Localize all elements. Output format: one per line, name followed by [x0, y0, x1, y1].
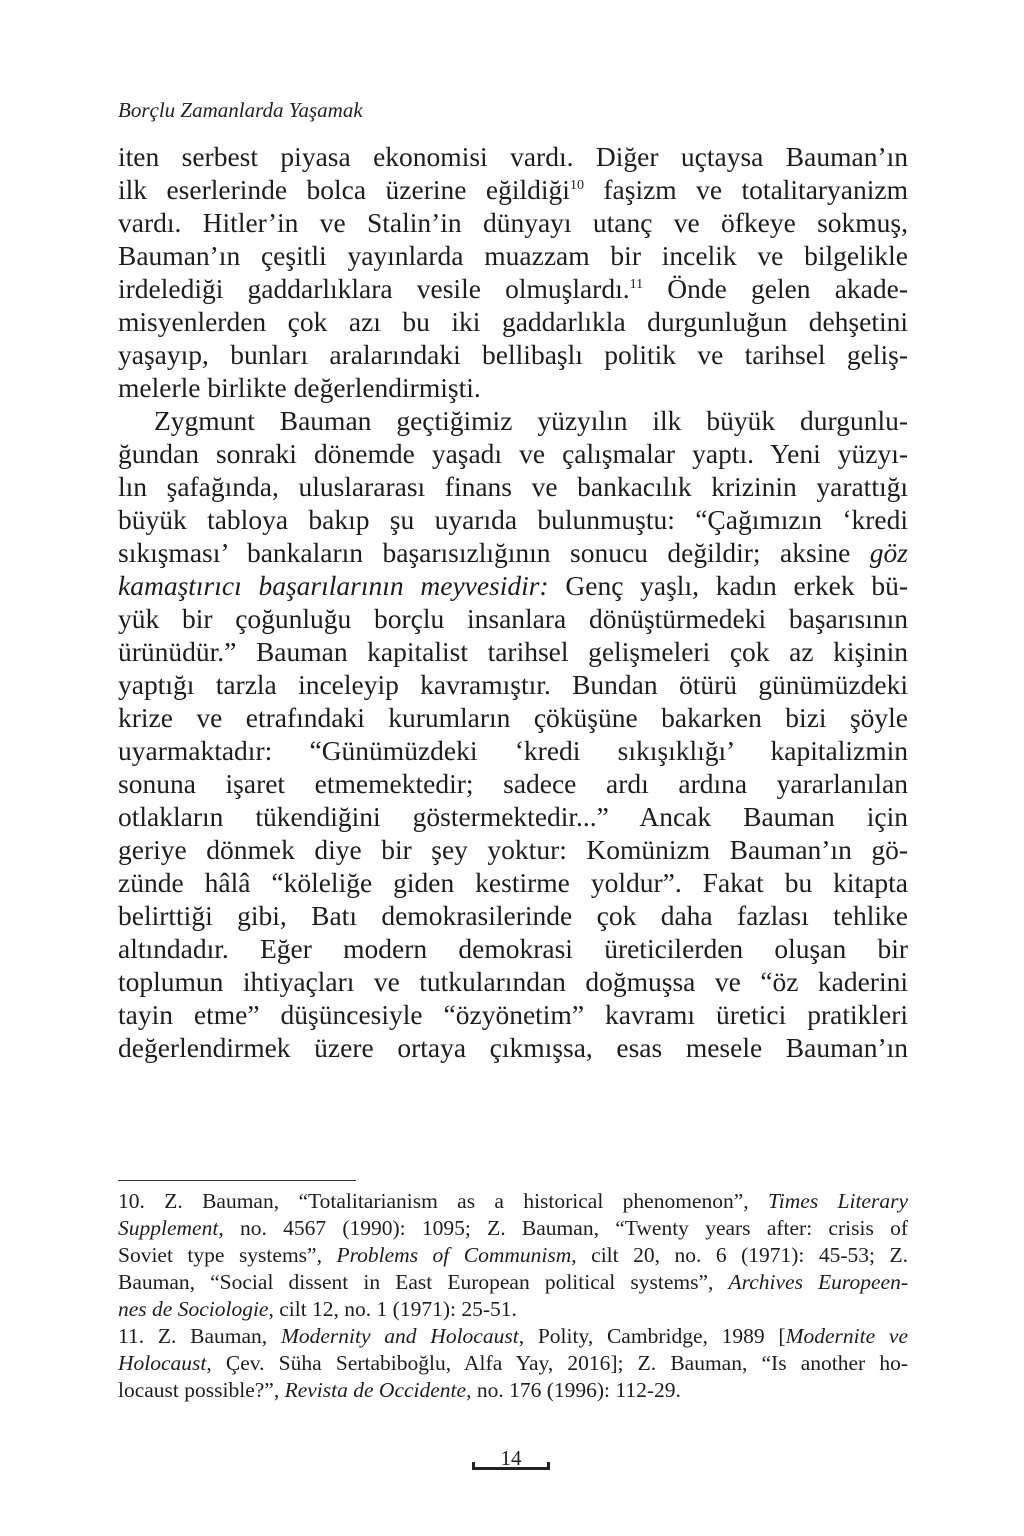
text-line: krize ve etrafındaki kurumların çöküşüne bakarken bizi şöyle — [118, 702, 908, 733]
text-line: melerle birlikte değerlendirmişti. — [118, 372, 481, 403]
footnote-11 — [118, 1323, 908, 1404]
text-line: misyenlerden çok azı bu iki gaddarlıkla durgunluğun dehşetini — [118, 306, 908, 337]
page-number-area — [472, 1446, 550, 1476]
text-line: ğundan sonraki dönemde yaşadı ve çalışmalar yaptı. Yeni yüzyı- — [118, 438, 908, 469]
text-line: iten serbest piyasa ekonomisi vardı. Diğer uçtaysa Bauman’ın — [118, 141, 908, 172]
text-line: sıkışması’ bankaların başarısızlığının sonucu değildir; aksine göz — [118, 537, 908, 568]
text-line: Bauman’ın çeşitli yayınlarda muazzam bir incelik ve bilgelikle — [118, 240, 908, 271]
text-line: ilk eserlerinde bolca üzerine eğildiği$^{10}$ faşizm ve totalitaryanizm — [118, 174, 908, 205]
text-line: yaptığı tarzla inceleyip kavramıştır. Bundan ötürü günümüzdeki — [118, 669, 908, 700]
paragraph-1 — [118, 140, 908, 404]
footnote-line: Supplement, no. 4567 (1990): 1095; Z. Bauman, “Twenty years after: crisis of — [118, 1216, 908, 1240]
footnote-line: Soviet type systems”, Problems of Communism, cilt 20, no. 6 (1971): 45-53; Z. — [118, 1243, 908, 1267]
text-line: Zygmunt Bauman geçtiğimiz yüzyılın ilk büyük durgunlu- — [154, 405, 908, 436]
text-line: belirttiği gibi, Batı demokrasilerinde çok daha fazlası tehlike — [118, 900, 908, 931]
text-line: altındadır. Eğer modern demokrasi üreticilerden oluşan bir — [118, 933, 908, 964]
page-number: 14 — [500, 1446, 522, 1470]
text-line: yaşayıp, bunları aralarındaki bellibaşlı politik ve tarihsel geliş- — [118, 339, 908, 370]
footnote-10 — [118, 1188, 908, 1323]
text-line: sonuna işaret etmemektedir; sadece ardı ardına yararlanılan — [118, 768, 908, 799]
text-line: tayin etme” düşüncesiyle “özyönetim” kavramı üretici pratikleri — [118, 999, 908, 1030]
footnote-ref-10[interactable]: 10 — [569, 177, 584, 193]
footnote-line: locaust possible?”, Revista de Occidente, no. 176 (1996): 112-29. — [118, 1378, 681, 1402]
footnote-line: Bauman, “Social dissent in East European political systems”, Archives Europeen- — [118, 1270, 908, 1294]
footnotes — [118, 1188, 908, 1404]
text-line: irdelediği gaddarlıklara vesile olmuşlardı.$^{11}$ Önde gelen akade- — [118, 273, 908, 304]
text-line: lın şafağında, uluslararası finans ve bankacılık krizinin yarattığı — [118, 471, 908, 502]
text-line: kamaştırıcı başarılarının meyvesidir: Genç yaşlı, kadın erkek bü- — [118, 570, 908, 601]
text-line: ürünüdür.” Bauman kapitalist tarihsel gelişmeleri çok az kişinin — [118, 636, 908, 667]
footnote-line: 10. Z. Bauman, “Totalitarianism as a historical phenomenon”, Times Literary — [118, 1189, 908, 1213]
footnote-line: 11. Z. Bauman, Modernity and Holocaust, Polity, Cambridge, 1989 [Modernite ve — [118, 1324, 908, 1348]
text-line: büyük tabloya bakıp şu uyarıda bulunmuştu: “Çağımızın ‘kredi — [118, 504, 908, 535]
page-number-bracket — [472, 1467, 550, 1470]
text-line: toplumun ihtiyaçları ve tutkularından doğmuşsa ve “öz kaderini — [118, 966, 908, 997]
footnote-line: Holocaust, Çev. Süha Sertabiboğlu, Alfa Yay, 2016]; Z. Bauman, “Is another ho- — [118, 1351, 908, 1375]
text-line: vardı. Hitler’in ve Stalin’in dünyayı utanç ve öfkeye sokmuş, — [118, 207, 908, 238]
running-head: Borçlu Zamanlarda Yaşamak — [118, 98, 363, 122]
paragraph-2 — [118, 404, 908, 1064]
body-text — [118, 140, 908, 1064]
footnote-divider — [118, 1180, 356, 1181]
text-line: otlakların tükendiğini göstermektedir...” Ancak Bauman için — [118, 801, 908, 832]
footnote-ref-11[interactable]: 11 — [629, 276, 644, 292]
text-line: yük bir çoğunluğu borçlu insanlara dönüştürmedeki başarısının — [118, 603, 908, 634]
footnote-line: nes de Sociologie, cilt 12, no. 1 (1971): 25-51. — [118, 1297, 517, 1321]
text-line: geriye dönmek diye bir şey yoktur: Komünizm Bauman’ın gö- — [118, 834, 908, 865]
text-line: uyarmaktadır: “Günümüzdeki ‘kredi sıkışıklığı’ kapitalizmin — [118, 735, 908, 766]
text-line: değerlendirmek üzere ortaya çıkmışsa, esas mesele Bauman’ın — [118, 1032, 908, 1063]
text-line: zünde hâlâ “köleliğe giden kestirme yoldur”. Fakat bu kitapta — [118, 867, 908, 898]
